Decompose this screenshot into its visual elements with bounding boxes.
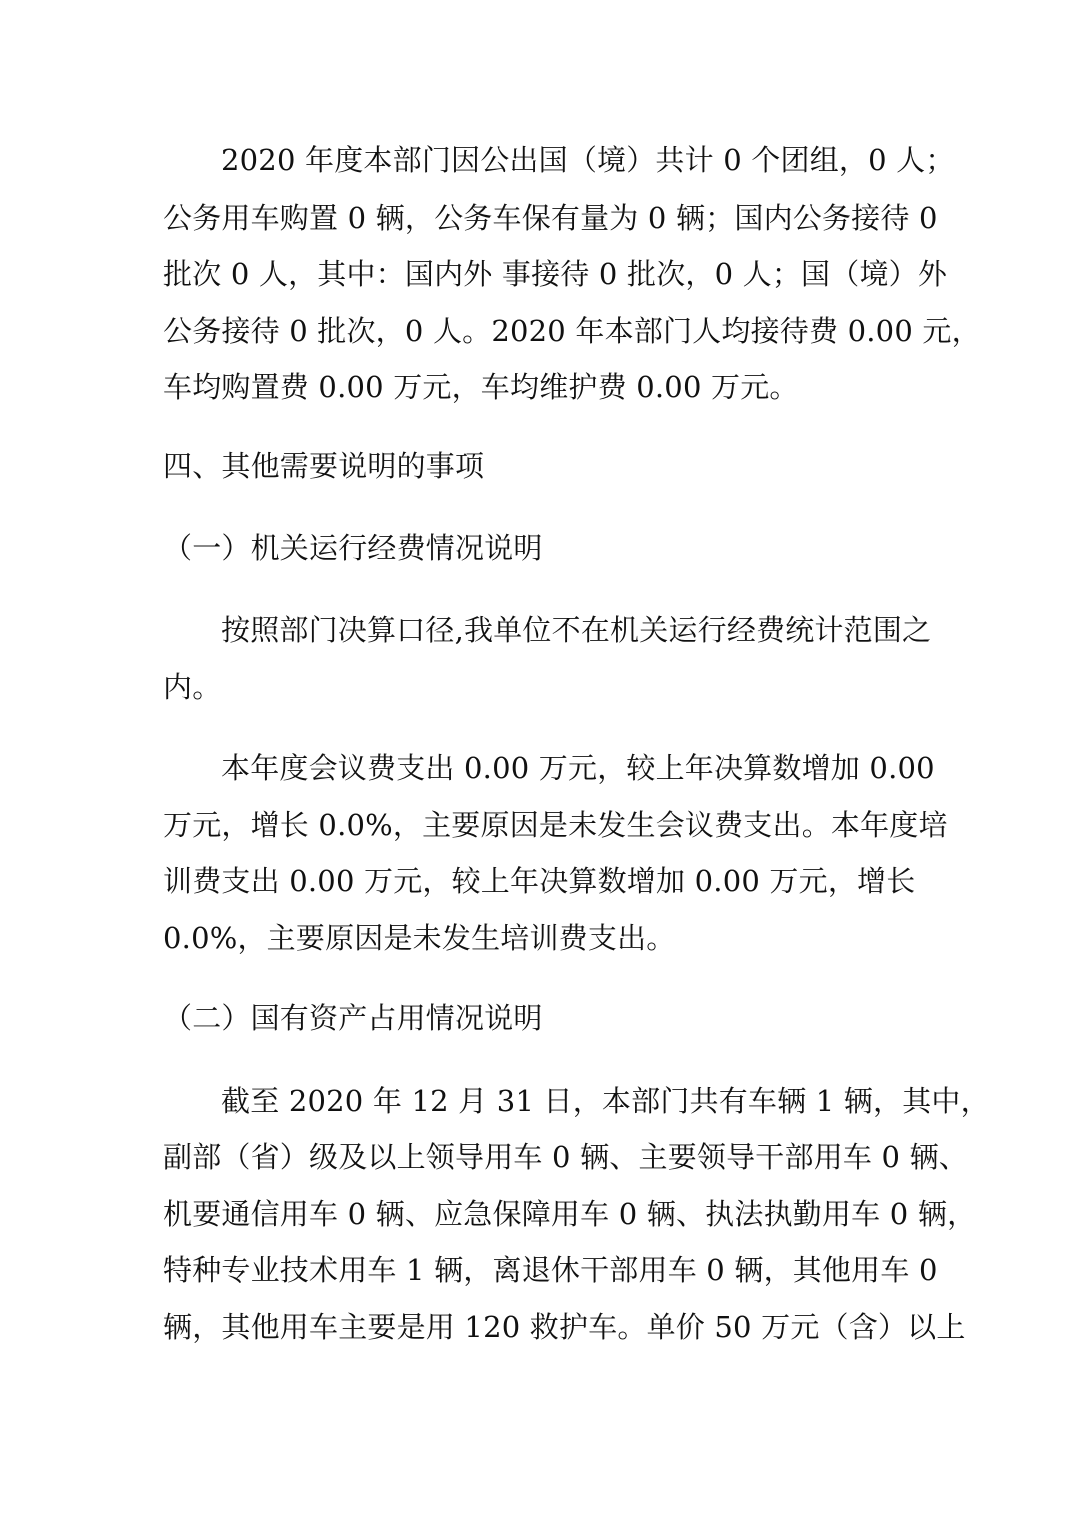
paragraph-line: 截至 2020 年 12 月 31 日，本部门共有车辆 1 辆，其中，	[221, 1084, 990, 1118]
paragraph-line: 车均购置费 0.00 万元，车均维护费 0.00 万元。	[163, 370, 799, 404]
paragraph-line: 公务接待 0 批次，0 人。2020 年本部门人均接待费 0.00 元，	[163, 314, 981, 348]
paragraph-line: 公务用车购置 0 辆，公务车保有量为 0 辆；国内公务接待 0	[163, 201, 938, 235]
section-heading-other-matters: 四、其他需要说明的事项	[163, 449, 485, 483]
subsection-heading-operating-expenses: （一）机关运行经费情况说明	[163, 531, 543, 565]
paragraph-line: 内。	[163, 670, 222, 704]
paragraph-line: 万元，增长 0.0%，主要原因是未发生会议费支出。本年度培	[163, 808, 948, 842]
paragraph-line: 2020 年度本部门因公出国（境）共计 0 个团组，0 人；	[221, 143, 955, 177]
paragraph-line: 训费支出 0.00 万元，较上年决算数增加 0.00 万元，增长	[163, 864, 916, 898]
subsection-heading-state-assets: （二）国有资产占用情况说明	[163, 1001, 543, 1035]
paragraph-line: 机要通信用车 0 辆、应急保障用车 0 辆、执法执勤用车 0 辆，	[163, 1197, 977, 1231]
paragraph-line: 本年度会议费支出 0.00 万元，较上年决算数增加 0.00	[221, 751, 935, 785]
paragraph-line: 副部（省）级及以上领导用车 0 辆、主要领导干部用车 0 辆、	[163, 1140, 968, 1174]
paragraph-line: 特种专业技术用车 1 辆，离退休干部用车 0 辆，其他用车 0	[163, 1253, 938, 1287]
paragraph-line: 0.0%，主要原因是未发生培训费支出。	[163, 921, 676, 955]
paragraph-line: 批次 0 人，其中：国内外 事接待 0 批次，0 人；国（境）外	[163, 257, 948, 291]
paragraph-line: 辆，其他用车主要是用 120 救护车。单价 50 万元（含）以上	[163, 1310, 966, 1344]
paragraph-line: 按照部门决算口径,我单位不在机关运行经费统计范围之	[221, 613, 932, 647]
